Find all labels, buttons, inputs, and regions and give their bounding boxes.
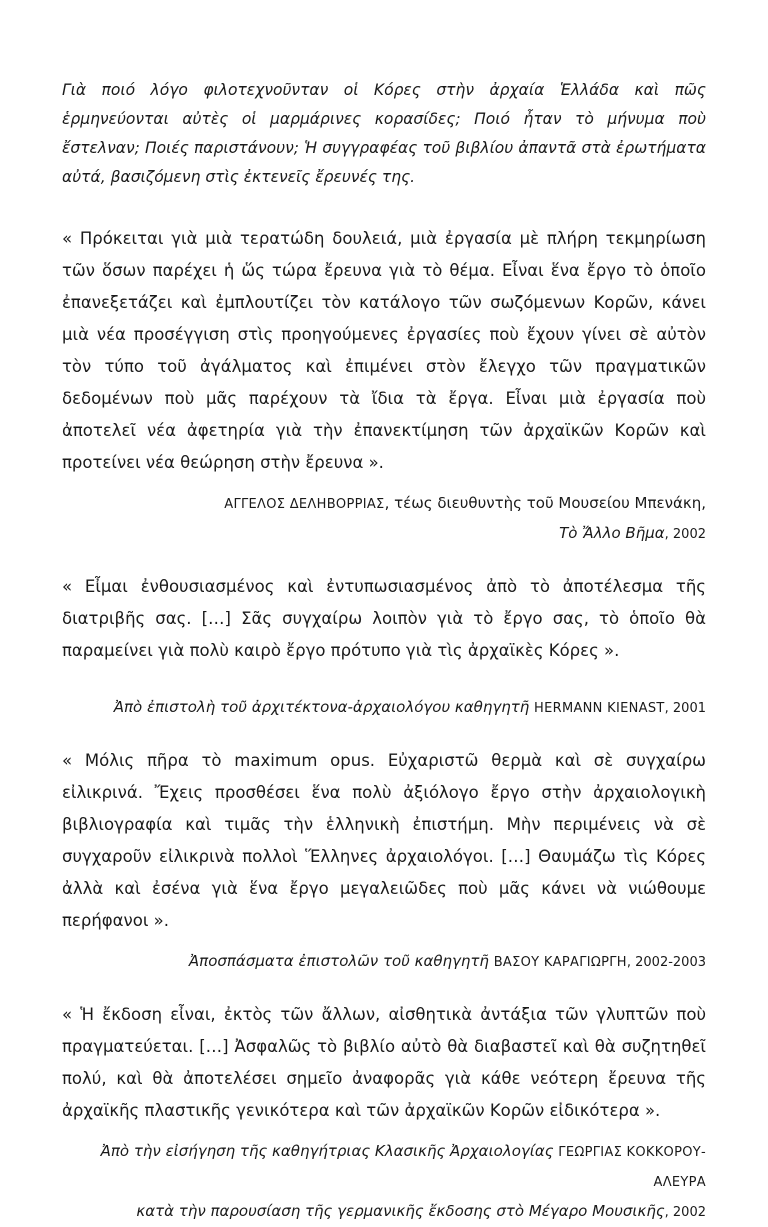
attribution-line: [62, 489, 706, 519]
page-content: [62, 76, 706, 1227]
source-description: Ἀπὸ τὴν εἰσήγηση τῆς καθηγήτριας Κλασικῆς Ἀρχαιολογίας: [100, 1142, 559, 1160]
quote-text: « Μόλις πῆρα τὸ maximum opus. Εὐχαριστῶ θερμὰ καὶ σὲ συγχαίρω εἰλικρινά. Ἔχεις προσθέσει ἕνα πολὺ ἀξιόλογο ἔργο στὴν ἀρχαιολογικὴ βιβλιογραφία καὶ τιμᾶς τὴν ἑλληνικὴ ἐπιστήμη. Μὴν περιμένεις νὰ σὲ συγχαροῦν εἰλικρινὰ πολλοὶ Ἕλληνες ἀρχαιολόγοι. […] Θαυμάζω τὶς Κόρες ἀλλὰ καὶ ἐσένα γιὰ ἕνα ἔργο μεγαλειῶδες ποὺ μᾶς κάνει νὰ νιώθουμε περήφανοι ».: [62, 751, 706, 930]
source-year: , 2002: [664, 1205, 706, 1220]
source-description: κατὰ τὴν παρουσίαση τῆς γερμανικῆς ἔκδοσης στὸ Μέγαρο Μουσικῆς: [136, 1202, 665, 1220]
source-year: , 2002-2003: [626, 955, 706, 970]
author-role: , τέως διευθυντὴς τοῦ Μουσείου Μπενάκη,: [384, 494, 706, 512]
quote-attribution: [62, 489, 706, 549]
author-name: ΓΕΩΡΓΙΑΣ ΚΟΚΚΟΡΟΥ-ΑΛΕΥΡΑ: [558, 1145, 706, 1190]
quote-attribution: [62, 947, 706, 977]
intro-paragraph: Γιὰ ποιό λόγο φιλοτεχνοῦνταν οἱ Κόρες στὴν ἀρχαία Ἑλλάδα καὶ πῶς ἑρμηνεύονται αὐτὲς οἱ μαρμάρινες κορασίδες; Ποιό ἦταν τὸ μήνυμα ποὺ ἔστελναν; Ποιές παριστάνουν; Ἡ συγγραφέας τοῦ βιβλίου ἀπαντᾶ στὰ ἐρωτήματα αὐτά, βασιζόμενη στὶς ἐκτενεῖς ἔρευνές της.: [62, 81, 706, 186]
source-title: Τὸ Ἄλλο Βῆμα: [559, 524, 665, 542]
author-name: ΒΑΣΟΥ ΚΑΡΑΓΙΩΡΓΗ: [493, 955, 627, 970]
source-description: Ἀποσπάσματα ἐπιστολῶν τοῦ καθηγητῆ: [188, 952, 494, 970]
attribution-line: [62, 1197, 706, 1227]
author-name: ΑΓΓΕΛΟΣ ΔΕΛΗΒΟΡΡΙΑΣ: [224, 497, 385, 512]
source-year: , 2001: [664, 701, 706, 716]
quote-text: « Ἡ ἔκδοση εἶναι, ἐκτὸς τῶν ἄλλων, αἰσθητικὰ ἀντάξια τῶν γλυπτῶν ποὺ πραγματεύεται. […] Ἀσφαλῶς τὸ βιβλίο αὐτὸ θὰ διαβαστεῖ καὶ θὰ συζητηθεῖ πολύ, καὶ θὰ ἀποτελέσει σημεῖο ἀναφορᾶς γιὰ κάθε νεότερη ἔρευνα τῆς ἀρχαϊκῆς πλαστικῆς γενικότερα καὶ τῶν ἀρχαϊκῶν Κορῶν εἰδικότερα ».: [62, 1005, 706, 1120]
attribution-line: [62, 947, 706, 977]
attribution-line: [62, 693, 706, 723]
author-name: HERMANN KIENAST: [534, 701, 665, 716]
source-year: , 2002: [664, 527, 706, 542]
quote-attribution: [62, 1137, 706, 1227]
quote-attribution: [62, 693, 706, 723]
quote-text: « Εἶμαι ἐνθουσιασμένος καὶ ἐντυπωσιασμένος ἀπὸ τὸ ἀποτέλεσμα τῆς διατριβῆς σας. […] Σᾶς συγχαίρω λοιπὸν γιὰ τὸ ἔργο σας, τὸ ὁποῖο θὰ παραμείνει γιὰ πολὺ καιρὸ ἔργο πρότυπο γιὰ τὶς ἀρχαϊκὲς Κόρες ».: [62, 577, 706, 660]
quote-text: « Πρόκειται γιὰ μιὰ τερατώδη δουλειά, μιὰ ἐργασία μὲ πλήρη τεκμηρίωση τῶν ὅσων παρέχει ἡ ὥς τώρα ἔρευνα γιὰ τὸ θέμα. Εἶναι ἕνα ἔργο τὸ ὁποῖο ἐπανεξετάζει καὶ ἐμπλουτίζει τὸν κατάλογο τῶν σωζόμενων Κορῶν, κάνει μιὰ νέα προσέγγιση στὶς προηγούμενες ἐργασίες ποὺ ἔχουν γίνει σὲ αὐτὸν τὸν τύπο τοῦ ἀγάλματος καὶ ἐπιμένει στὸν ἔλεγχο τῶν πραγματικῶν δεδομένων ποὺ μᾶς παρέχουν τὰ ἴδια τὰ ἔργα. Εἶναι μιὰ ἐργασία ποὺ ἀποτελεῖ νέα ἀφετηρία γιὰ τὴν ἐπανεκτίμηση τῶν ἀρχαϊκῶν Κορῶν καὶ προτείνει νέα θεώρηση στὴν ἔρευνα ».: [62, 229, 706, 472]
attribution-line: [62, 1137, 706, 1197]
attribution-line: [62, 519, 706, 549]
source-description: Ἀπὸ ἐπιστολὴ τοῦ ἀρχιτέκτονα-ἀρχαιολόγου καθηγητῆ: [113, 698, 535, 716]
